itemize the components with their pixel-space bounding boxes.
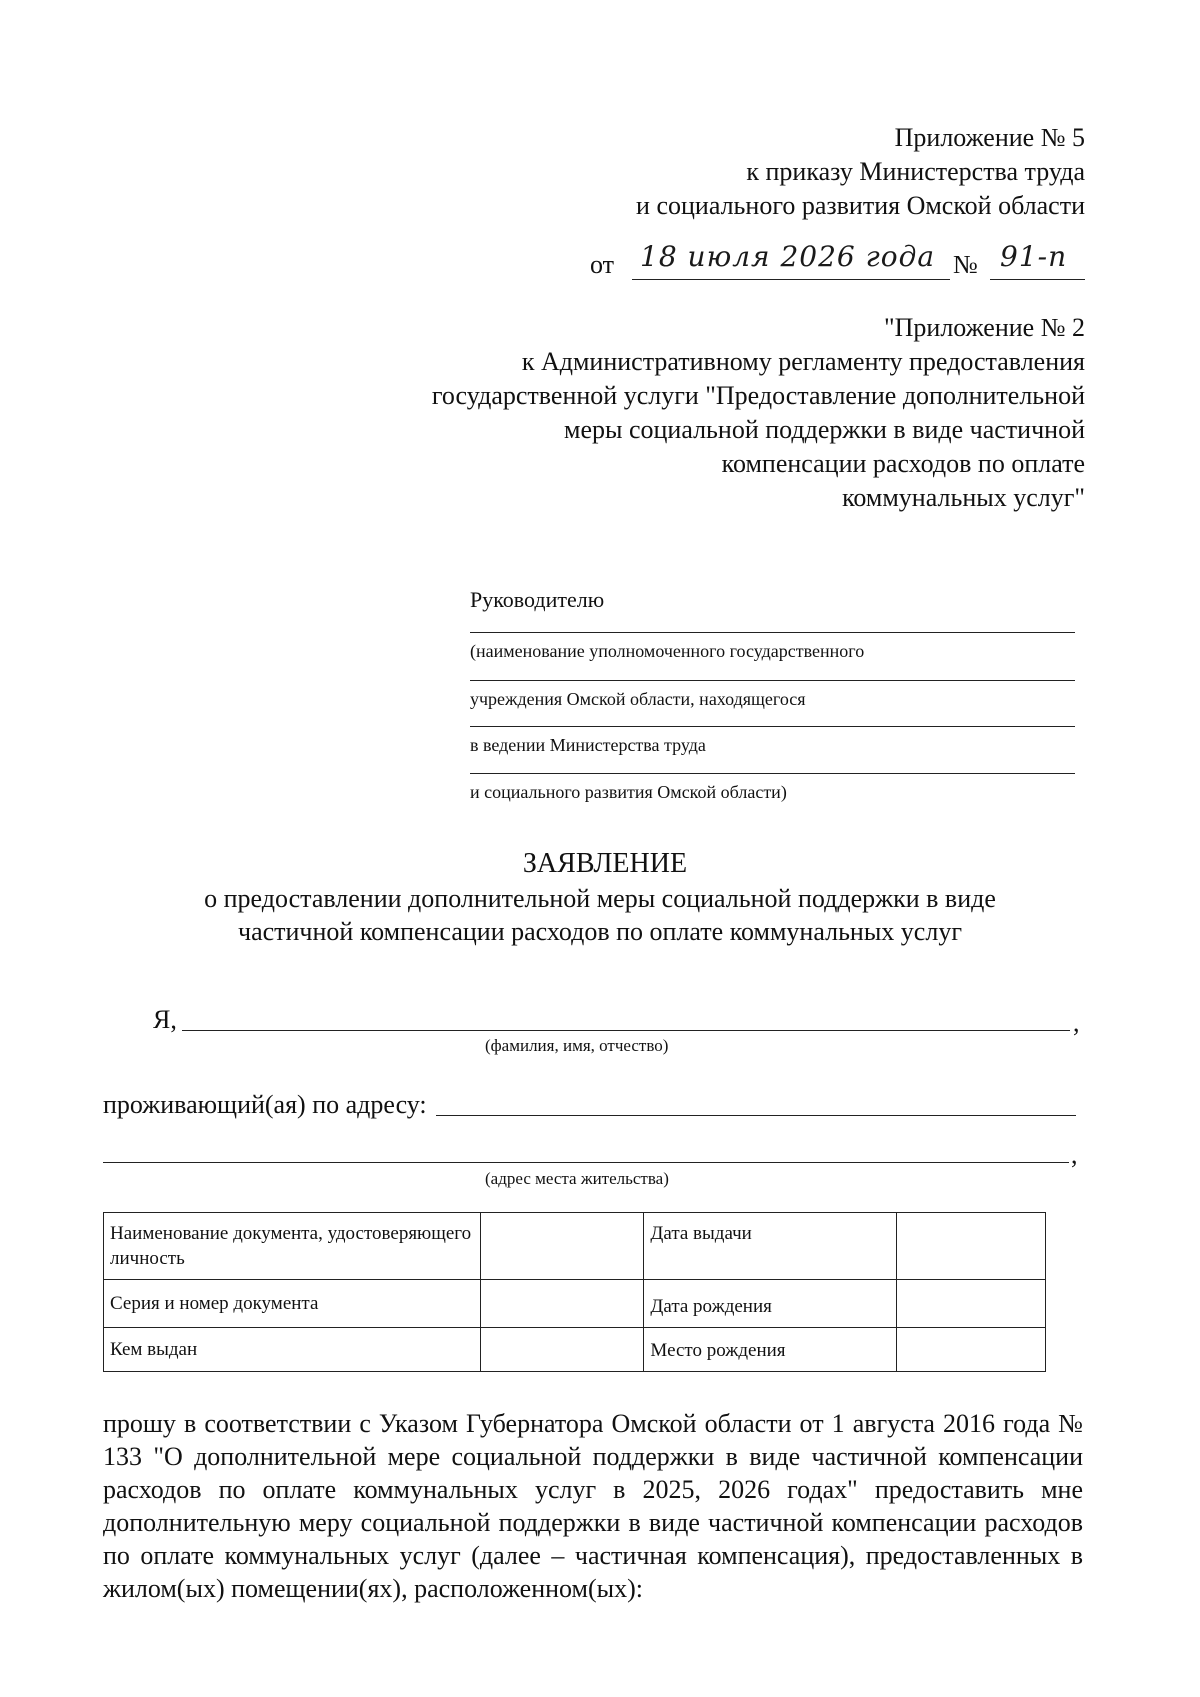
statement-title: ЗАЯВЛЕНИЕ	[522, 848, 688, 879]
applicant-name-comma: ,	[1073, 1008, 1080, 1037]
appendix-line-6: коммунальных услуг"	[842, 483, 1085, 512]
doc-name-value[interactable]	[480, 1213, 644, 1280]
order-date-underline	[632, 279, 950, 280]
addressee-line-1	[470, 632, 1075, 633]
address-field-2[interactable]	[103, 1162, 1069, 1163]
address-field-1[interactable]	[436, 1115, 1076, 1116]
order-from-label: от	[590, 250, 615, 279]
issue-date-value[interactable]	[897, 1213, 1046, 1280]
addressee-hint-2: учреждения Омской области, находящегося	[470, 689, 806, 709]
statement-subtitle-2: частичной компенсации расходов по оплате коммунальных услуг	[238, 917, 962, 946]
appendix-line-4: меры социальной поддержки в виде частичной	[563, 415, 1085, 444]
appendix-line-3: государственной услуги "Предоставление дополнительной	[431, 381, 1085, 410]
table-row	[104, 1280, 1046, 1328]
birth-place-value[interactable]	[897, 1328, 1046, 1372]
issued-by-label: Кем выдан	[104, 1328, 481, 1372]
applicant-i-label: Я,	[153, 1005, 177, 1034]
id-document-table	[103, 1212, 1046, 1372]
address-label: проживающий(ая) по адресу:	[103, 1090, 427, 1119]
addressee-line-4	[470, 773, 1075, 774]
appendix-line-5: компенсации расходов по оплате	[721, 449, 1085, 478]
addressee-hint-4: и социального развития Омской области)	[470, 782, 787, 802]
order-date-handwritten: 18 июля 2026 года	[640, 240, 936, 273]
statement-subtitle-1: о предоставлении дополнительной меры социальной поддержки в виде	[204, 884, 996, 913]
appendix-line-2: к Административному регламенту предоставления	[521, 347, 1085, 376]
table-row	[104, 1213, 1046, 1280]
issue-date-label: Дата выдачи	[644, 1213, 897, 1280]
addressee-title: Руководителю	[470, 587, 605, 612]
doc-series-value[interactable]	[480, 1280, 644, 1328]
birth-date-value[interactable]	[897, 1280, 1046, 1328]
order-number-handwritten: 91-п	[1000, 240, 1068, 273]
addressee-hint-1: (наименование уполномоченного государственного	[470, 641, 865, 661]
birth-place-label: Место рождения	[644, 1328, 897, 1372]
order-number-underline	[990, 279, 1085, 280]
applicant-name-caption: (фамилия, имя, отчество)	[485, 1036, 669, 1055]
applicant-name-field[interactable]	[182, 1030, 1070, 1031]
issued-by-value[interactable]	[480, 1328, 644, 1372]
order-region-line: и социального развития Омской области	[636, 191, 1085, 220]
address-comma: ,	[1071, 1140, 1078, 1169]
addressee-line-3	[470, 726, 1075, 727]
request-paragraph: прошу в соответствии с Указом Губернатора Омской области от 1 августа 2016 года № 133 "О дополнительной мере социальной поддержки в виде частичной компенсации расходов по оплате коммунальных услуг в 2025, 2026 годах" предоставить мне дополнительную меру социальной поддержки в виде частичной компенсации расходов по оплате коммунальных услуг (далее – частичная компенсация), предоставленных в жилом(ых) помещении(ях), расположенном(ых):	[103, 1409, 1083, 1603]
birth-date-label: Дата рождения	[644, 1280, 897, 1328]
table-row	[104, 1328, 1046, 1372]
addressee-hint-3: в ведении Министерства труда	[470, 735, 706, 755]
address-caption: (адрес места жительства)	[485, 1169, 669, 1188]
appendix-line-1: "Приложение № 2	[884, 313, 1085, 342]
order-ministry-line: к приказу Министерства труда	[746, 157, 1085, 186]
doc-series-label: Серия и номер документа	[104, 1280, 481, 1328]
order-appendix-number: Приложение № 5	[894, 123, 1085, 152]
addressee-line-2	[470, 680, 1075, 681]
order-number-label: №	[953, 250, 978, 279]
doc-name-label: Наименование документа, удостоверяющего личность	[104, 1213, 481, 1280]
